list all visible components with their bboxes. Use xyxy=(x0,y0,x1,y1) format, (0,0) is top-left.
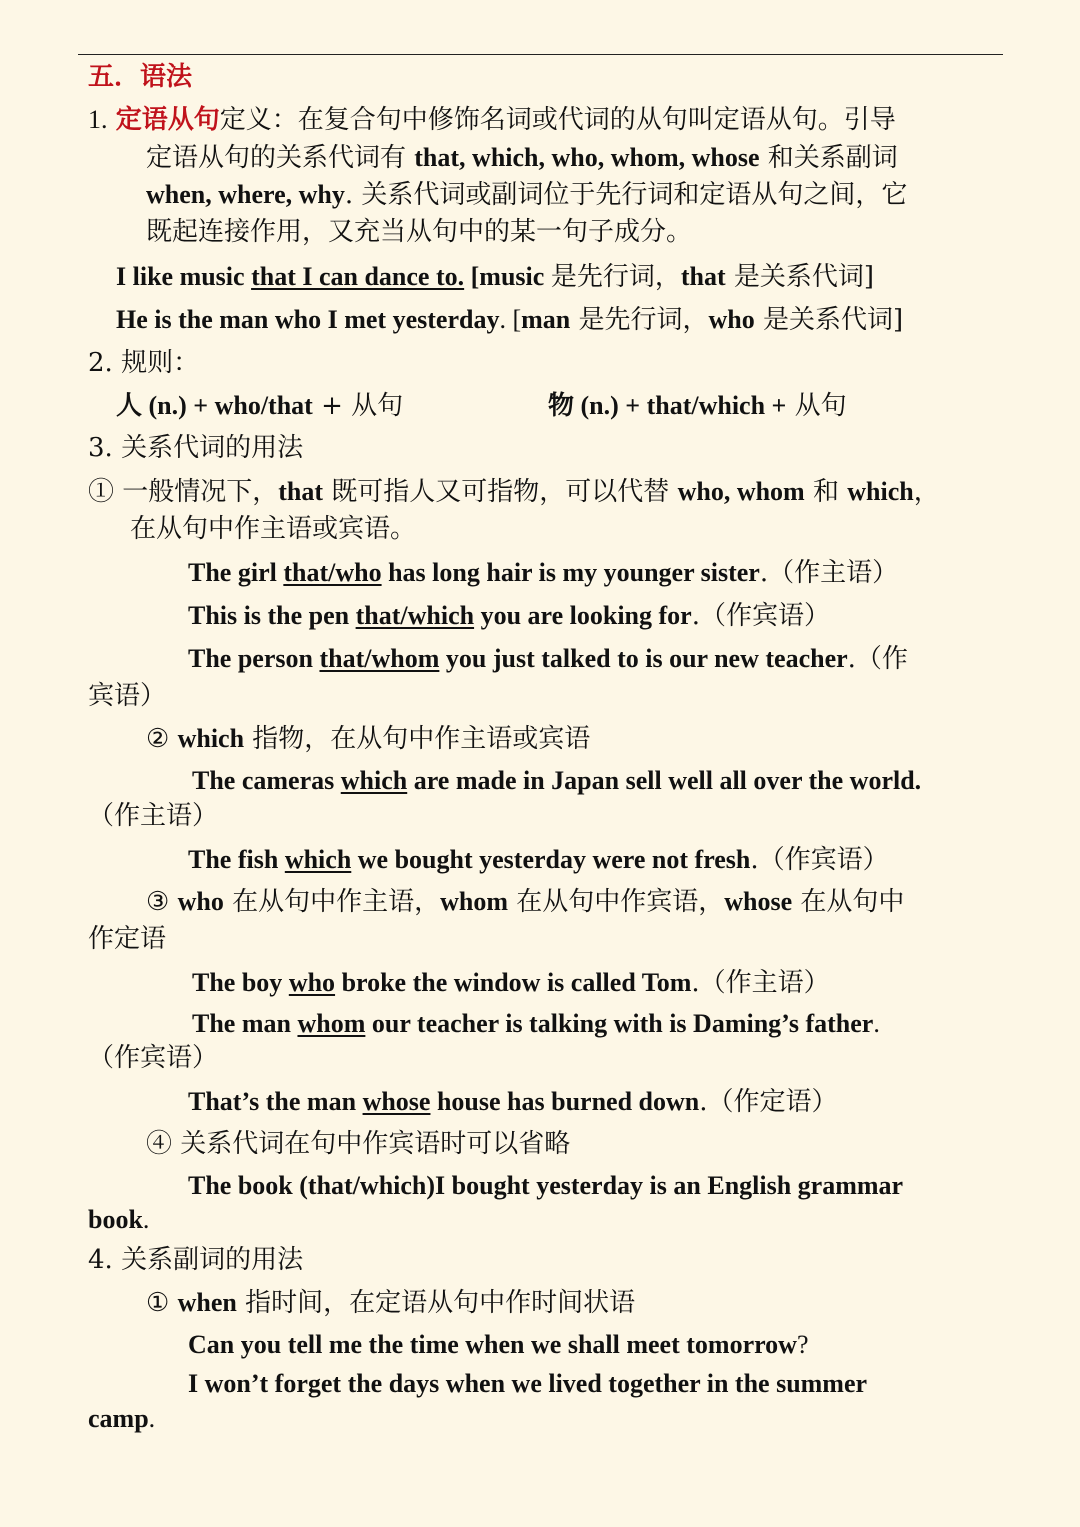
text: 物 (n.) + that/which + xyxy=(548,391,787,420)
item3-example2 xyxy=(188,601,830,631)
item3-title: 3. 关系代词的用法 xyxy=(88,433,304,463)
text: 是先行词， xyxy=(550,262,681,292)
text: ① xyxy=(146,1288,178,1318)
text: + 从句 xyxy=(312,391,404,421)
text: are made in Japan sell well all over the world. xyxy=(407,766,922,795)
underlined-word: whom xyxy=(297,1009,366,1038)
text: our teacher is talking with is Daming’s father xyxy=(365,1009,874,1038)
underlined-word: whose xyxy=(362,1087,431,1116)
text: The person xyxy=(188,644,320,673)
text: The man xyxy=(192,1009,298,1038)
text: 定语从句的关系代词有 xyxy=(146,143,415,173)
text: That’s the man xyxy=(188,1087,363,1116)
text: ， xyxy=(913,477,940,507)
item4-title: 4. 关系副词的用法 xyxy=(88,1245,304,1275)
underlined-word: that/which xyxy=(355,601,475,630)
item1-term: 定语从句 xyxy=(115,105,220,135)
text: 指时间，在定语从句中作时间状语 xyxy=(236,1288,636,1318)
text: who, whom xyxy=(677,477,805,506)
text: 人 (n.) + who/that xyxy=(116,391,313,420)
text: 是关系代词] xyxy=(754,305,904,335)
section-title: 五．语法 xyxy=(88,62,193,92)
text: whose xyxy=(724,887,793,916)
text: which xyxy=(847,477,914,506)
text: when xyxy=(177,1288,237,1317)
text: who xyxy=(708,305,755,334)
text: .（作 xyxy=(847,644,908,674)
item3-point1 xyxy=(88,477,940,507)
text: ② xyxy=(146,724,178,754)
text: . xyxy=(142,1205,150,1234)
underlined-word: which xyxy=(284,845,352,874)
text: man xyxy=(521,305,571,334)
top-rule xyxy=(78,54,1003,55)
item4-example1 xyxy=(188,1330,809,1360)
text: .（作主语） xyxy=(759,558,899,588)
text: who xyxy=(177,887,224,916)
text: This is the pen xyxy=(188,601,356,630)
text: which xyxy=(177,724,245,753)
text: 和关系副词 xyxy=(759,143,898,173)
item3-example9-cont xyxy=(88,1205,149,1235)
item3-example1 xyxy=(188,558,898,588)
text: .（作宾语） xyxy=(691,601,830,631)
text: 是关系代词] xyxy=(725,262,875,292)
item1-line2 xyxy=(146,143,898,173)
text: He is the man who I met yesterday xyxy=(116,305,500,334)
relative-adverbs: when, where, why xyxy=(146,180,345,209)
text: broke the window is called Tom xyxy=(335,968,692,997)
item3-example5 xyxy=(188,845,889,875)
text: you are looking for xyxy=(474,601,692,630)
underlined-word: that/who xyxy=(283,558,382,587)
text: .（作主语） xyxy=(691,968,830,998)
item1-number: 1. xyxy=(88,105,108,134)
text: ③ xyxy=(146,887,178,917)
text: I like music xyxy=(116,262,252,291)
text: ? xyxy=(796,1330,809,1359)
underlined-word: which xyxy=(340,766,408,795)
item3-example9 xyxy=(188,1171,903,1201)
text: Can you tell me the time when we shall meet tomorrow xyxy=(188,1330,797,1359)
text: . [ xyxy=(499,305,522,334)
text: The boy xyxy=(192,968,289,997)
item1-example2 xyxy=(116,305,903,335)
item3-example3 xyxy=(188,644,908,674)
text: The girl xyxy=(188,558,284,587)
text: ① 一般情况下， xyxy=(88,477,279,507)
item3-example4-cont: （作主语） xyxy=(88,801,219,831)
text: .（作定语） xyxy=(699,1087,838,1117)
item1-line3 xyxy=(146,180,907,210)
item3-point4: ④ 关系代词在句中作宾语时可以省略 xyxy=(146,1129,571,1159)
text: that xyxy=(680,262,726,291)
text: house has burned down xyxy=(430,1087,700,1116)
text: book xyxy=(88,1205,143,1234)
text: . xyxy=(873,1009,880,1038)
item4-point1 xyxy=(146,1288,635,1318)
item3-example8 xyxy=(188,1087,838,1117)
text: whom xyxy=(440,887,508,916)
item4-example2 xyxy=(188,1369,867,1399)
text: I won’t forget the days when we lived together in the summer xyxy=(188,1369,868,1398)
item3-point3-cont: 作定语 xyxy=(88,924,167,954)
item3-example7-cont: （作宾语） xyxy=(88,1043,219,1073)
text: . xyxy=(148,1404,156,1433)
item2-rule-person xyxy=(116,391,403,421)
underlined-clause: that I can dance to. xyxy=(251,262,465,291)
text: 和 xyxy=(804,477,848,507)
text: The fish xyxy=(188,845,285,874)
item1-line4: 既起连接作用，又充当从句中的某一句子成分。 xyxy=(146,217,693,247)
item3-point3 xyxy=(146,887,904,917)
text: 在从句中作宾语， xyxy=(508,887,725,917)
text: 在从句中 xyxy=(792,887,905,917)
underlined-word: that/whom xyxy=(319,644,440,673)
item2-title: 2. 规则： xyxy=(88,348,200,378)
item3-example4 xyxy=(192,766,921,796)
item4-example2-cont xyxy=(88,1404,155,1434)
text: we bought yesterday were not fresh xyxy=(351,845,751,874)
relative-pronouns: that, which, who, whom, whose xyxy=(414,143,760,172)
text: you just talked to is our new teacher xyxy=(439,644,848,673)
underlined-word: who xyxy=(288,968,336,997)
item3-point1-cont: 在从句中作主语或宾语。 xyxy=(130,514,417,544)
item3-point2 xyxy=(146,724,590,754)
text: 既可指人又可指物，可以代替 xyxy=(323,477,678,507)
item3-example3-cont: 宾语） xyxy=(88,681,167,711)
text: camp xyxy=(88,1404,149,1433)
text: has long hair is my younger sister xyxy=(381,558,760,587)
text: . 关系代词或副词位于先行词和定语从句之间，它 xyxy=(344,180,908,210)
item1-definition: 定义：在复合句中修饰名词或代词的从句叫定语从句。引导 xyxy=(219,105,896,135)
text: 在从句中作主语， xyxy=(223,887,441,917)
item3-example6 xyxy=(192,968,830,998)
text: [music xyxy=(464,262,551,291)
item3-example7 xyxy=(192,1009,880,1039)
text: 从句 xyxy=(786,391,847,421)
item2-rule-thing xyxy=(548,391,847,421)
text: that xyxy=(278,477,324,506)
text: 是先行词， xyxy=(570,305,709,335)
item1-line1 xyxy=(88,105,896,135)
text: The book (that/which)I bought yesterday is an English grammar xyxy=(188,1171,904,1200)
text: .（作宾语） xyxy=(750,845,889,875)
text: The cameras xyxy=(192,766,341,795)
item1-example1 xyxy=(116,262,874,292)
text: 指物，在从句中作主语或宾语 xyxy=(244,724,591,754)
